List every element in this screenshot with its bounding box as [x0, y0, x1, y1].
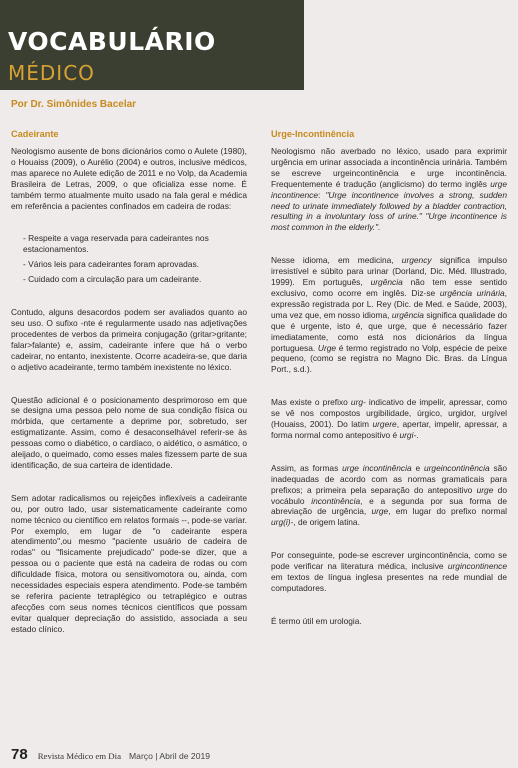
- left-paragraph-3: Questão adicional é o posicionamento desprimoroso em que se designa uma pessoa pelo nome de sua condição física ou mórbida, que certamente a deprime por, sobretudo, ser estigmatizante. Assim, como é desaconselhável referir-se às pessoas como o diabético, o cardíaco, o aidético, o asmático, o aleijado, o queimado, como esses males fizessem parte de sua identificação, de sua carteira de identidade.: [11, 394, 247, 470]
- example-item: - Respeite a vaga reservada para cadeirantes nos estacionamentos.: [23, 233, 209, 255]
- left-paragraph-4: Sem adotar radicalismos ou rejeições inflexíveis a cadeirante ou, por outro lado, usar sistematicamente cadeirante como nome técnico ou científico em relatos formais --, pode-se variar. Por exemplo, em lugar de "o cadeirante espera atendimento",ou mesmo "paciente usuário de cadeira de rodas" ou "fisicamente prejudicado" pode-se dizer, que a pessoa ou o paciente que está na cadeira de rodas ou com dificuldade física, motora ou sensitivomotora ou, ainda, com necessidades especiais espera atendimento. Pode-se também se referira paciente tetraplégico ou tetraplégico e outras afecções com seus nomes técnicos científicos que possam evitar qualquer depreciação do assistido, associada a seu estado clínico.: [11, 492, 247, 634]
- right-paragraph-2: Nesse idioma, em medicina, urgency significa impulso irresistível e súbito para urinar (Dorland, Dic. Méd. Illustrado, 1999). Em português, urgência não tem esse sentido exclusivo, como ocorre em inglês. Diz-se urgência urinária, expressão registrada por L. Rey (Dic. de Med. e Saúde, 2003), uma vez que, em nosso idioma, urgência significa qualidade do que é urgente, isto é, que urge, que é necessário fazer imediatamente, como está nos dicionários da língua portuguesa. Urge é termo registrado no Volp, espécie de peixe pequeno, (como se registra no Magno Dic. Bras. da Língua Port., s.d.).: [271, 255, 507, 375]
- author-byline: Por Dr. Simônides Bacelar: [11, 99, 137, 110]
- example-item: - Cuidado com a circulação para um cadeirante.: [23, 274, 202, 285]
- left-paragraph-1: Neologismo ausente de bons dicionários como o Aulete (1980), o Houaiss (2009), o Aurélio (2004) e outros, inclusive médicos, mas aparece no Aulete edição de 2011 e no Volp, da Academia Brasileira de Letras, 2009, o que oficializa esse nome. É também termo atualmente muito usado na fala geral e médica em referência a pacientes confinados em cadeira de rodas:: [11, 146, 247, 211]
- right-paragraph-6: É termo útil em urologia.: [271, 615, 362, 626]
- right-column: [271, 128, 507, 649]
- page-number: 78: [11, 746, 28, 763]
- left-paragraph-2: Contudo, alguns desacordos podem ser avaliados quanto ao seu uso. O sufixo -nte é regularmente usado nas adjetivações procedentes de verbos da primeira conjugação (gritar>gritante; falar>falante) e, assim, cadeirante infere que há o verbo cadeirar, no entanto, inexistente. Ocorre acadeira-se, que daria o adjetivo acadeirante, termo também inexistente no léxico.: [11, 307, 247, 372]
- right-paragraph-1: Neologismo não averbado no léxico, usado para exprimir urgência em urinar associada a incontinência urinária. Também se escreve urgeincontinência e urge incontinência. Frequentemente é tradução (anglicismo) do termo inglês urge incontinence: "Urge incontinence involves a strong, sudden need to urinate immediately followed by a bladder contraction, resulting in a involuntary loss of urine." "Urge incontinence is most common in the elderly.".: [271, 146, 507, 233]
- example-list: [11, 233, 247, 285]
- left-column: [11, 128, 247, 657]
- page-footer: [11, 746, 210, 763]
- title-line1: VOCABULÁRIO: [8, 27, 216, 56]
- title-line2: MÉDICO: [8, 61, 95, 85]
- header-banner: [0, 0, 304, 90]
- magazine-name: Revista Médico em Dia: [37, 751, 121, 761]
- example-item: - Vários leis para cadeirantes foram aprovadas.: [23, 259, 199, 270]
- right-paragraph-4: Assim, as formas urge incontinência e urgeincontinência são inadequadas de acordo com as normas gramaticais para prefixos; a primeira pela separação do antepositivo urge do vocábulo incontinência, e a segunda por sua forma de abreviação de urgência, urge, em lugar do prefixo normal urg(i)-, de origem latina.: [271, 462, 507, 528]
- issue-date: Março | Abril de 2019: [129, 751, 211, 761]
- heading-urge-incontinencia: Urge-Incontinência: [271, 129, 355, 139]
- right-paragraph-3: Mas existe o prefixo urg- indicativo de impelir, apressar, como se vê nos compostos urgibilidade, úrgico, urgidor, urgível (Houaiss, 2001). Do latim urgere, apertar, impelir, apressar, a forma normal como antepositivo é urgi-.: [271, 397, 507, 440]
- heading-cadeirante: Cadeirante: [11, 129, 59, 139]
- right-paragraph-5: Por conseguinte, pode-se escrever urgincontinência, como se pode verificar na literatura médica, inclusive urgincontinence em textos de língua inglesa presentes na rede mundial de computadores.: [271, 550, 507, 593]
